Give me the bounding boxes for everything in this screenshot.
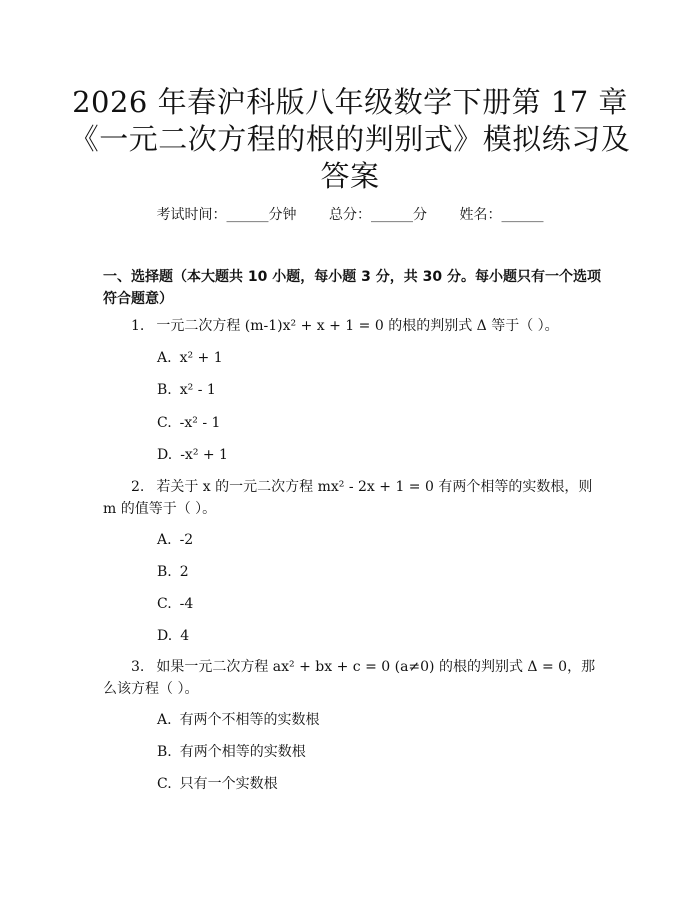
option-text: -x² + 1 <box>180 447 228 463</box>
option-2d <box>157 626 189 646</box>
option-letter: C. <box>157 596 172 612</box>
option-3b <box>157 742 306 762</box>
question-stem: 若关于 x 的一元二次方程 mx² - 2x + 1 = 0 有两个相等的实数根，则 m 的值等于（ ）。 <box>103 479 593 517</box>
option-2c <box>157 594 193 614</box>
question-number: 1. <box>131 318 145 334</box>
question-number: 3. <box>131 659 145 675</box>
option-text: -2 <box>179 532 194 548</box>
option-text: 只有一个实数根 <box>179 776 278 792</box>
option-1b <box>157 380 216 400</box>
option-3a <box>157 710 320 730</box>
total-score-field: 总分：______分 <box>329 207 427 223</box>
option-3c <box>157 774 278 794</box>
option-text: 2 <box>179 564 189 580</box>
title-line-2: 《一元二次方程的根的判别式》模拟练习及 <box>69 122 631 156</box>
question-stem: 一元二次方程 (m-1)x² + x + 1 = 0 的根的判别式 Δ 等于（ ）。 <box>156 318 559 334</box>
option-letter: A. <box>157 350 172 366</box>
option-1d <box>157 445 228 465</box>
option-2a <box>157 530 193 550</box>
question-3 <box>103 656 603 700</box>
option-text: 4 <box>180 628 190 644</box>
option-letter: B. <box>157 744 172 760</box>
option-letter: A. <box>157 532 172 548</box>
document-title <box>60 84 640 195</box>
option-text: -x² - 1 <box>179 415 221 431</box>
option-text: x² - 1 <box>179 382 216 398</box>
exam-time-field: 考试时间：______分钟 <box>156 207 297 223</box>
option-2b <box>157 562 189 582</box>
option-letter: D. <box>157 447 173 463</box>
question-stem: 如果一元二次方程 ax² + bx + c = 0 (a≠0) 的根的判别式 Δ = 0，那么该方程（ ）。 <box>103 659 596 697</box>
option-1a <box>157 348 223 368</box>
title-line-1: 2026 年春沪科版八年级数学下册第 17 章 <box>72 85 628 119</box>
option-letter: C. <box>157 415 172 431</box>
option-text: 有两个相等的实数根 <box>179 744 306 760</box>
option-letter: B. <box>157 564 172 580</box>
option-letter: A. <box>157 712 172 728</box>
title-line-3: 答案 <box>320 159 380 193</box>
question-number: 2. <box>131 479 145 495</box>
option-letter: D. <box>157 628 173 644</box>
student-name-field: 姓名：______ <box>459 207 544 223</box>
option-letter: C. <box>157 776 172 792</box>
option-letter: B. <box>157 382 172 398</box>
exam-info-row <box>0 205 700 225</box>
question-1 <box>103 315 603 337</box>
section-heading: 一、选择题（本大题共 10 小题，每小题 3 分，共 30 分。每小题只有一个选项符合题意） <box>103 269 601 307</box>
option-text: -4 <box>179 596 194 612</box>
question-2 <box>103 476 603 520</box>
option-1c <box>157 413 220 433</box>
option-text: x² + 1 <box>179 350 223 366</box>
option-text: 有两个不相等的实数根 <box>179 712 320 728</box>
